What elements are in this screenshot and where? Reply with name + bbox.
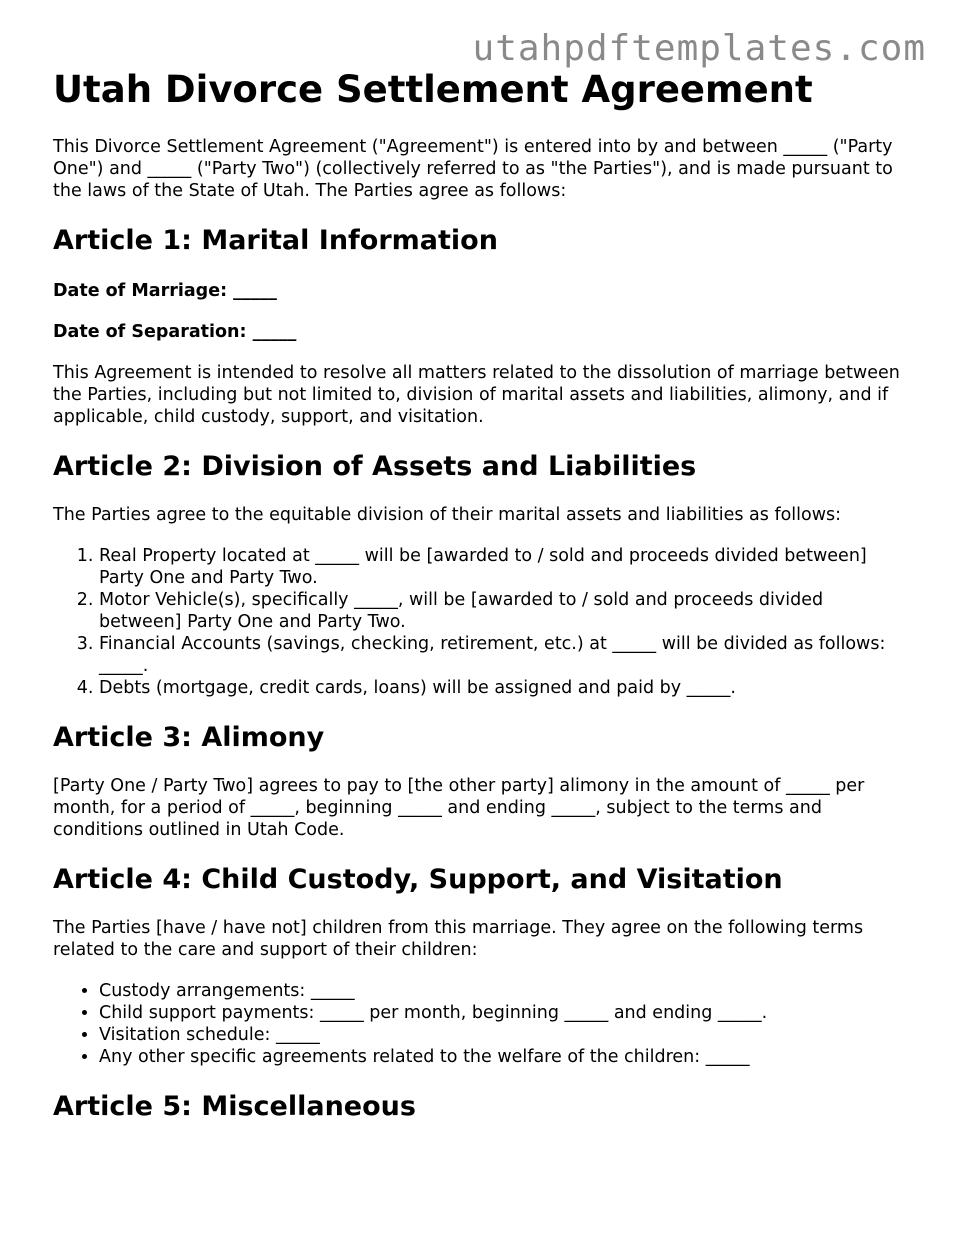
article-1-heading: Article 1: Marital Information	[53, 225, 498, 256]
asset-division-list	[53, 545, 908, 699]
list-item: 4. Debts (mortgage, credit cards, loans) will be assigned and paid by _____.	[99, 677, 908, 699]
article-4-heading: Article 4: Child Custody, Support, and Visitation	[53, 864, 783, 895]
list-item: • Any other specific agreements related to the welfare of the children: _____	[99, 1046, 908, 1068]
document-title: Utah Divorce Settlement Agreement	[53, 68, 813, 111]
date-of-separation: Date of Separation: _____	[53, 322, 297, 342]
list-item: • Child support payments: _____ per month, beginning _____ and ending _____.	[99, 1002, 908, 1024]
watermark: utahpdftemplates.com	[472, 28, 926, 69]
article-2-body: The Parties agree to the equitable division of their marital assets and liabilities as follows:	[53, 505, 842, 525]
article-1-body: This Agreement is intended to resolve all matters related to the dissolution of marriage between the Parties, including but not limited to, division of marital assets and liabilities, alimony, and if applicable, child custody, support, and visitation.	[53, 363, 900, 427]
article-3-body: [Party One / Party Two] agrees to pay to [the other party] alimony in the amount of _____ per month, for a period of _____, beginning _____ and ending _____, subject to the terms and conditions outlined in Utah Code.	[53, 776, 865, 840]
article-2-heading: Article 2: Division of Assets and Liabilities	[53, 451, 697, 482]
article-3-heading: Article 3: Alimony	[53, 722, 325, 753]
intro-paragraph: This Divorce Settlement Agreement ("Agreement") is entered into by and between _____ ("Party One") and _____ ("Party Two") (collectively referred to as "the Parties"), and is made pursuant to the laws of the State of Utah. The Parties agree as follows:	[53, 137, 893, 201]
document-page	[53, 66, 908, 1124]
child-terms-list	[53, 980, 908, 1068]
date-of-marriage: Date of Marriage: _____	[53, 281, 277, 301]
list-item: 3. Financial Accounts (savings, checking, retirement, etc.) at _____ will be divided as follows: _____.	[99, 633, 908, 677]
list-item: 2. Motor Vehicle(s), specifically _____, will be [awarded to / sold and proceeds divided between] Party One and Party Two.	[99, 589, 908, 633]
list-item: 1. Real Property located at _____ will be [awarded to / sold and proceeds divided between] Party One and Party Two.	[99, 545, 908, 589]
list-item: • Visitation schedule: _____	[99, 1024, 908, 1046]
article-5-heading: Article 5: Miscellaneous	[53, 1091, 416, 1122]
list-item: • Custody arrangements: _____	[99, 980, 908, 1002]
article-4-body: The Parties [have / have not] children from this marriage. They agree on the following terms related to the care and support of their children:	[53, 918, 864, 960]
